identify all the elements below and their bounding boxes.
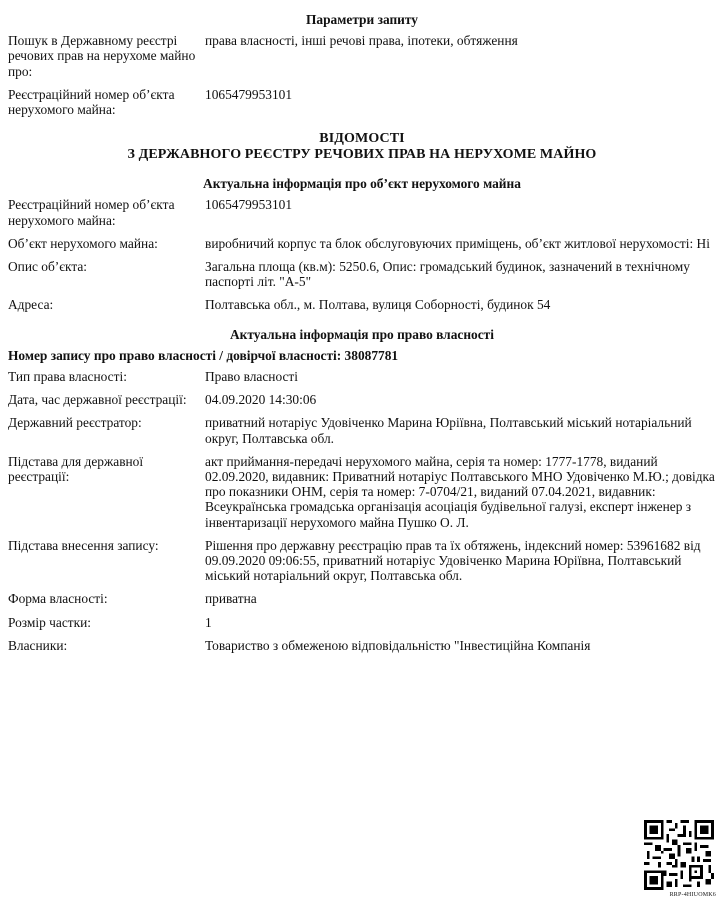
property-object-label: Об’єкт нерухомого майна: <box>8 235 158 251</box>
property-row-address <box>8 297 716 312</box>
ownership-row-basis <box>8 454 716 530</box>
document-title-line2: З ДЕРЖАВНОГО РЕЄСТРУ РЕЧОВИХ ПРАВ НА НЕРУХОМЕ МАЙНО <box>127 146 597 162</box>
ownership-owners-label: Власники: <box>8 637 68 653</box>
ownership-owners-value: Товариство з обмеженою відповідальністю "Інвестиційна Компанія <box>205 637 591 653</box>
property-row-object <box>8 236 716 251</box>
query-regnum-label: Реєстраційний номер об’єкта нерухомого майна: <box>8 86 175 118</box>
query-search-label: Пошук в Державному реєстрі речових прав на нерухоме майно про: <box>8 33 196 79</box>
ownership-registrar-value: приватний нотаріус Удовіченко Марина Юріївна, Полтавський міський нотаріальний округ, Полтавська обл. <box>205 415 692 446</box>
property-regnum-label: Реєстраційний номер об’єкта нерухомого майна: <box>8 197 175 228</box>
ownership-form-value: приватна <box>205 591 257 607</box>
query-regnum-value: 1065479953101 <box>205 86 293 102</box>
property-row-regnum <box>8 197 716 227</box>
ownership-row-share <box>8 615 716 630</box>
query-row-regnum <box>8 87 716 117</box>
ownership-record-number: Номер запису про право власності / довірчої власності: 38087781 <box>8 347 399 363</box>
ownership-share-label: Розмір частки: <box>8 614 92 630</box>
property-description-label: Опис об’єкта: <box>8 259 88 275</box>
ownership-registrar-label: Державний реєстратор: <box>8 415 142 431</box>
property-address-value: Полтавська обл., м. Полтава, вулиця Соборності, будинок 54 <box>205 297 551 313</box>
document-title-line1: ВІДОМОСТІ <box>319 131 405 147</box>
ownership-entry-basis-label: Підстава внесення запису: <box>8 537 159 553</box>
ownership-type-value: Право власності <box>205 369 299 385</box>
query-row-search <box>8 33 716 79</box>
ownership-entry-basis-value: Рішення про державну реєстрацію прав та їх обтяжень, індексний номер: 53961682 від 09.09.2020 09:06:55, приватний нотаріус Удовіченко Марина Юріївна, Полтавський міський нотаріальний округ, Полтавська обл. <box>205 537 701 584</box>
property-row-description <box>8 259 716 289</box>
ownership-section-heading: Актуальна інформація про право власності <box>230 326 494 342</box>
document-code: RRP-4HIUOMK6 <box>669 892 716 898</box>
ownership-date-value: 04.09.2020 14:30:06 <box>205 392 317 408</box>
property-object-value: виробничий корпус та блок обслуговуючих приміщень, об’єкт житлової нерухомості: Ні <box>205 235 710 251</box>
document-title <box>8 131 716 162</box>
property-section-heading: Актуальна інформація про об’єкт нерухомого майна <box>203 176 521 192</box>
qr-block <box>644 820 716 899</box>
ownership-form-label: Форма власності: <box>8 591 108 607</box>
ownership-row-entry-basis <box>8 538 716 584</box>
ownership-date-label: Дата, час державної реєстрації: <box>8 392 187 408</box>
ownership-type-label: Тип права власності: <box>8 369 127 385</box>
property-address-label: Адреса: <box>8 297 54 313</box>
query-search-value: права власності, інші речові права, іпотеки, обтяження <box>205 33 518 49</box>
extract-document <box>8 12 716 661</box>
ownership-basis-value: акт приймання-передачі нерухомого майна, серія та номер: 1777-1778, виданий 02.09.2020, видавник: Приватний нотаріус Полтавського МНО Удовіченко М.Ю.; довідка про показники ОНМ, серія та номер: 7-0704/21, виданий 07.04.2021, видавник: Всеукраїнська громадська організація асоціація будівельної галузі, експерт інженер з інвентаризації нерухомого майна Пушко О. Л. <box>205 453 715 530</box>
ownership-row-date <box>8 392 716 407</box>
ownership-row-type <box>8 369 716 384</box>
property-description-value: Загальна площа (кв.м): 5250.6, Опис: громадський будинок, зазначений в технічному паспорті літ. "А-5" <box>205 259 690 290</box>
ownership-share-value: 1 <box>205 614 212 630</box>
ownership-row-registrar <box>8 415 716 445</box>
ownership-row-form <box>8 591 716 606</box>
ownership-basis-label: Підстава для державної реєстрації: <box>8 453 144 485</box>
property-regnum-value: 1065479953101 <box>205 197 293 213</box>
ownership-row-owners <box>8 638 716 653</box>
query-parameters-heading: Параметри запиту <box>306 12 418 27</box>
qr-code-icon <box>644 820 714 890</box>
